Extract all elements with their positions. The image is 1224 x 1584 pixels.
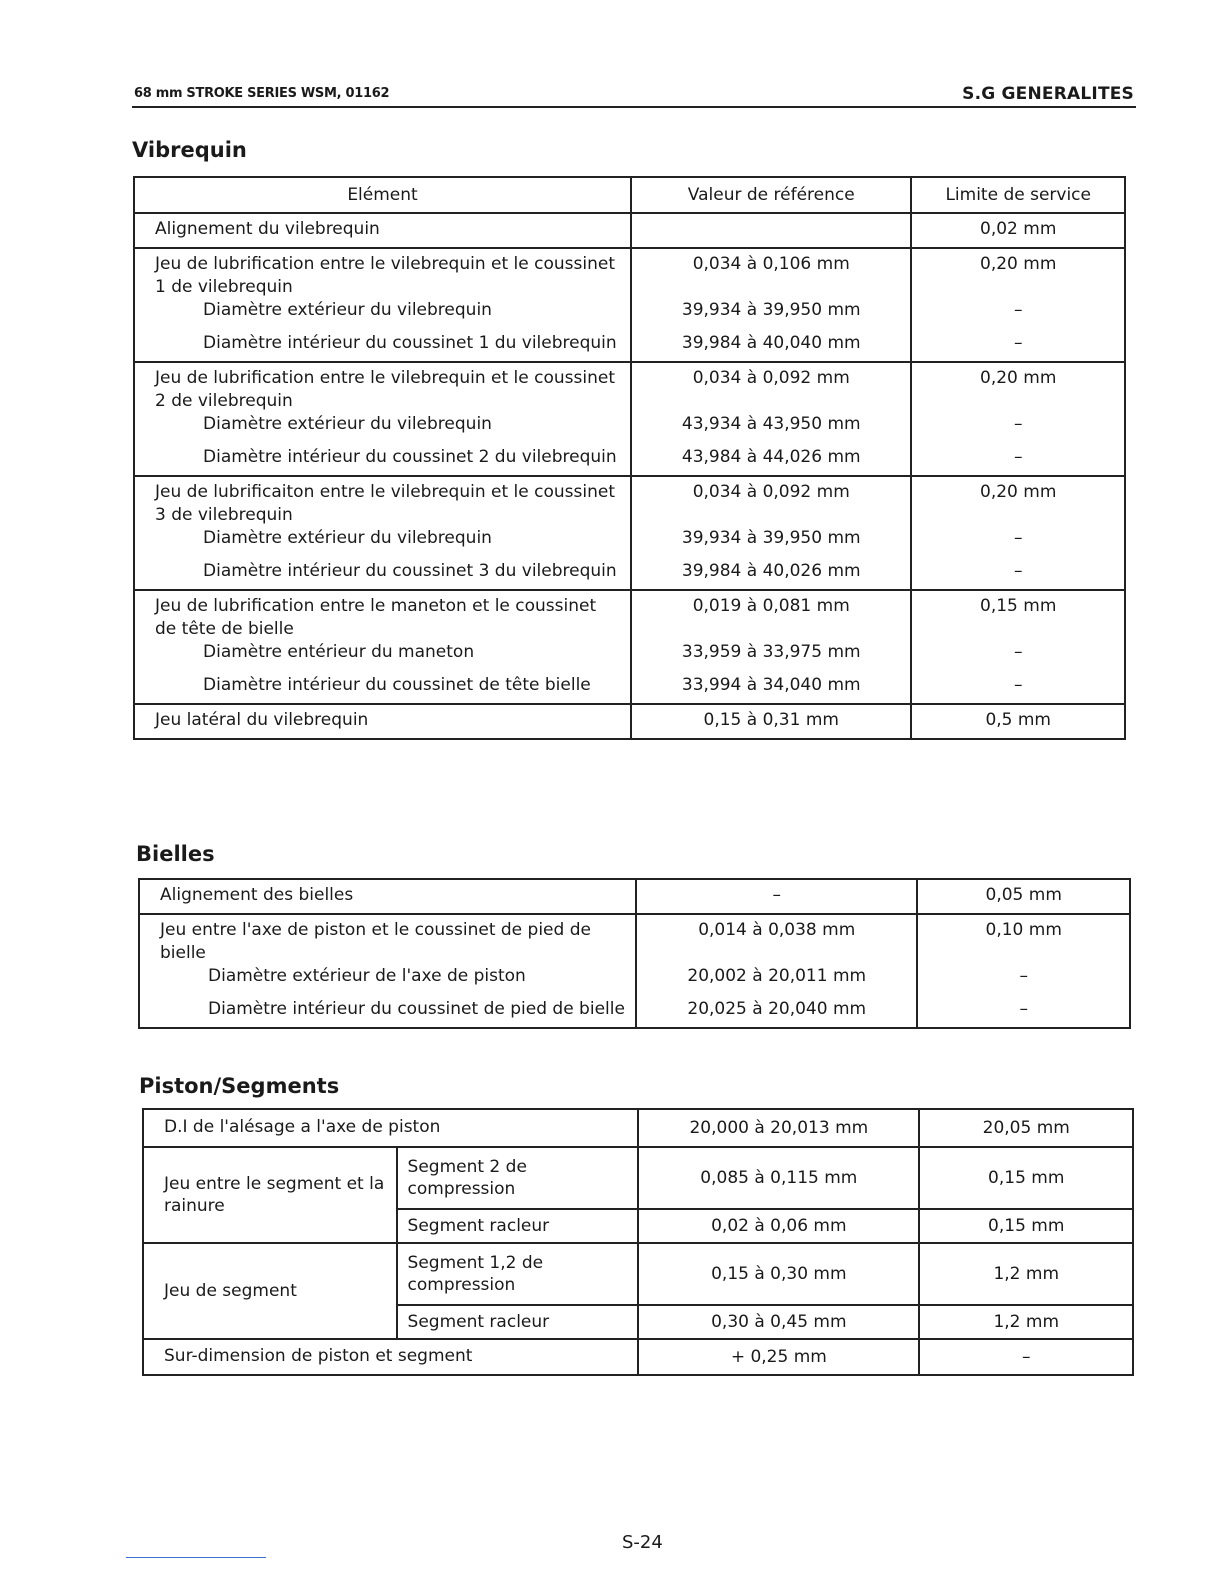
- row-sub-label: Diamètre extérieur du vilebrequin: [203, 300, 492, 320]
- ref-value: 0,034 à 0,092 mm: [692, 482, 850, 502]
- limit-value: –: [1013, 528, 1023, 548]
- table-row: [134, 476, 1125, 590]
- limit-value: –: [1013, 447, 1023, 467]
- ref-value: 33,994 à 34,040 mm: [681, 675, 861, 695]
- row-sub-label: Diamètre intérieur du coussinet de tête bielle: [203, 675, 591, 695]
- row-ref: [631, 213, 911, 248]
- row-ref: [631, 248, 911, 362]
- ref-value: 43,984 à 44,026 mm: [681, 447, 861, 467]
- row-label: [134, 590, 631, 704]
- col-limit: Limite de service: [911, 177, 1125, 213]
- row-sub-label: Diamètre extérieur du vilebrequin: [203, 528, 492, 548]
- ref-value: 0,014 à 0,038 mm: [698, 920, 856, 940]
- piston-title: Piston/Segments: [139, 1074, 340, 1098]
- row-ref: 0,30 à 0,45 mm: [638, 1305, 919, 1339]
- col-element: Elément: [134, 177, 631, 213]
- row-limit: 0,5 mm: [911, 704, 1125, 739]
- row-main-label: Jeu de lubrification entre le vilebrequin et le coussinet 2 de vilebrequin: [155, 368, 615, 411]
- vilebrequin-table: [133, 176, 1126, 740]
- limit-value: –: [1013, 333, 1023, 353]
- table-row: [134, 213, 1125, 248]
- row-limit: 1,2 mm: [919, 1305, 1133, 1339]
- segment-label: Segment 2 de compression: [397, 1147, 639, 1209]
- row-ref: + 0,25 mm: [638, 1339, 919, 1375]
- row-label: [134, 476, 631, 590]
- limit-value: 0,10 mm: [985, 920, 1062, 940]
- row-ref: –: [636, 879, 917, 914]
- row-sub-label: Diamètre intérieur du coussinet 3 du vilebrequin: [203, 561, 617, 581]
- row-limit: 0,02 mm: [911, 213, 1125, 248]
- row-limit: 0,15 mm: [919, 1209, 1133, 1243]
- row-limit: [911, 362, 1125, 476]
- row-limit: [917, 914, 1130, 1028]
- row-ref: 0,15 à 0,31 mm: [631, 704, 911, 739]
- segment-label: Segment racleur: [397, 1305, 639, 1339]
- table-row: [143, 1147, 1133, 1209]
- row-label: [139, 914, 636, 1028]
- ref-value: 39,934 à 39,950 mm: [681, 300, 861, 320]
- row-main-label: Jeu entre l'axe de piston et le coussinet de pied de bielle: [160, 920, 591, 963]
- ref-value: 0,034 à 0,106 mm: [692, 254, 850, 274]
- limit-value: –: [1019, 966, 1028, 986]
- row-limit: 20,05 mm: [919, 1109, 1133, 1147]
- limit-value: 0,15 mm: [980, 596, 1057, 616]
- row-label: [134, 248, 631, 362]
- row-label: D.I de l'alésage a l'axe de piston: [143, 1109, 638, 1147]
- limit-value: –: [1019, 999, 1028, 1019]
- row-limit: [911, 476, 1125, 590]
- row-ref: 0,085 à 0,115 mm: [638, 1147, 919, 1209]
- limit-value: –: [1013, 642, 1023, 662]
- row-sub-label: Diamètre entérieur du maneton: [203, 642, 475, 662]
- ref-value: 39,934 à 39,950 mm: [681, 528, 861, 548]
- row-label: Alignement des bielles: [139, 879, 636, 914]
- row-label: Jeu latéral du vilebrequin: [134, 704, 631, 739]
- header-series: 68 mm STROKE SERIES WSM, 01162: [134, 86, 390, 101]
- row-ref: 0,15 à 0,30 mm: [638, 1243, 919, 1305]
- bielles-title: Bielles: [136, 842, 215, 866]
- row-main-label: Jeu de lubrification entre le maneton et le coussinet de tête de bielle: [155, 596, 597, 639]
- row-sub-label: Diamètre intérieur du coussinet de pied de bielle: [208, 999, 625, 1019]
- table-row: [134, 590, 1125, 704]
- row-sub-label: Diamètre intérieur du coussinet 1 du vilebrequin: [203, 333, 617, 353]
- row-sub-label: Diamètre extérieur du vilebrequin: [203, 414, 492, 434]
- row-label: [134, 362, 631, 476]
- row-main-label: Jeu de lubrificaiton entre le vilebrequin et le coussinet 3 de vilebrequin: [155, 482, 615, 525]
- row-main-label: Jeu de lubrification entre le vilebrequin et le coussinet 1 de vilebrequin: [155, 254, 615, 297]
- segment-label: Segment racleur: [397, 1209, 639, 1243]
- row-limit: 0,15 mm: [919, 1147, 1133, 1209]
- row-sub-label: Diamètre intérieur du coussinet 2 du vilebrequin: [203, 447, 617, 467]
- limit-value: –: [1013, 414, 1023, 434]
- page-number: S-24: [622, 1532, 663, 1553]
- col-reference: Valeur de référence: [631, 177, 911, 213]
- table-row: [143, 1339, 1133, 1375]
- row-ref: 20,000 à 20,013 mm: [638, 1109, 919, 1147]
- limit-value: –: [1013, 675, 1023, 695]
- row-label: Sur-dimension de piston et segment: [143, 1339, 638, 1375]
- row-ref: [631, 476, 911, 590]
- limit-value: –: [1013, 561, 1023, 581]
- row-ref: [631, 362, 911, 476]
- table-row: [134, 362, 1125, 476]
- limit-value: –: [1013, 300, 1023, 320]
- table-header-row: [134, 177, 1125, 213]
- row-limit: [911, 590, 1125, 704]
- vilebrequin-title: Vibrequin: [132, 138, 247, 162]
- ref-value: 43,934 à 43,950 mm: [681, 414, 861, 434]
- row-limit: 1,2 mm: [919, 1243, 1133, 1305]
- table-row: [139, 914, 1130, 1028]
- table-row: [139, 879, 1130, 914]
- table-row: [143, 1243, 1133, 1305]
- header-section: S.G GENERALITES: [962, 84, 1134, 104]
- piston-table: [142, 1108, 1134, 1376]
- ref-value: 0,019 à 0,081 mm: [692, 596, 850, 616]
- ref-value: 33,959 à 33,975 mm: [681, 642, 861, 662]
- header-rule: [132, 106, 1136, 108]
- row-ref: [636, 914, 917, 1028]
- ref-value: 20,002 à 20,011 mm: [687, 966, 867, 986]
- bielles-table: [138, 878, 1131, 1029]
- limit-value: 0,20 mm: [980, 254, 1057, 274]
- group-label: Jeu entre le segment et la rainure: [143, 1147, 397, 1243]
- row-ref: 0,02 à 0,06 mm: [638, 1209, 919, 1243]
- row-limit: –: [919, 1339, 1133, 1375]
- limit-value: 0,20 mm: [980, 482, 1057, 502]
- row-label: Alignement du vilebrequin: [134, 213, 631, 248]
- table-row: [143, 1109, 1133, 1147]
- row-sub-label: Diamètre extérieur de l'axe de piston: [208, 966, 526, 986]
- row-limit: [911, 248, 1125, 362]
- table-row: [134, 248, 1125, 362]
- limit-value: 0,20 mm: [980, 368, 1057, 388]
- row-ref: [631, 590, 911, 704]
- footer-rule: [126, 1557, 266, 1558]
- ref-value: 0,034 à 0,092 mm: [692, 368, 850, 388]
- group-label: Jeu de segment: [143, 1243, 397, 1339]
- ref-value: 20,025 à 20,040 mm: [687, 999, 867, 1019]
- segment-label: Segment 1,2 de compression: [397, 1243, 639, 1305]
- row-limit: 0,05 mm: [917, 879, 1130, 914]
- ref-value: 39,984 à 40,026 mm: [681, 561, 861, 581]
- table-row: [134, 704, 1125, 739]
- ref-value: 39,984 à 40,040 mm: [681, 333, 861, 353]
